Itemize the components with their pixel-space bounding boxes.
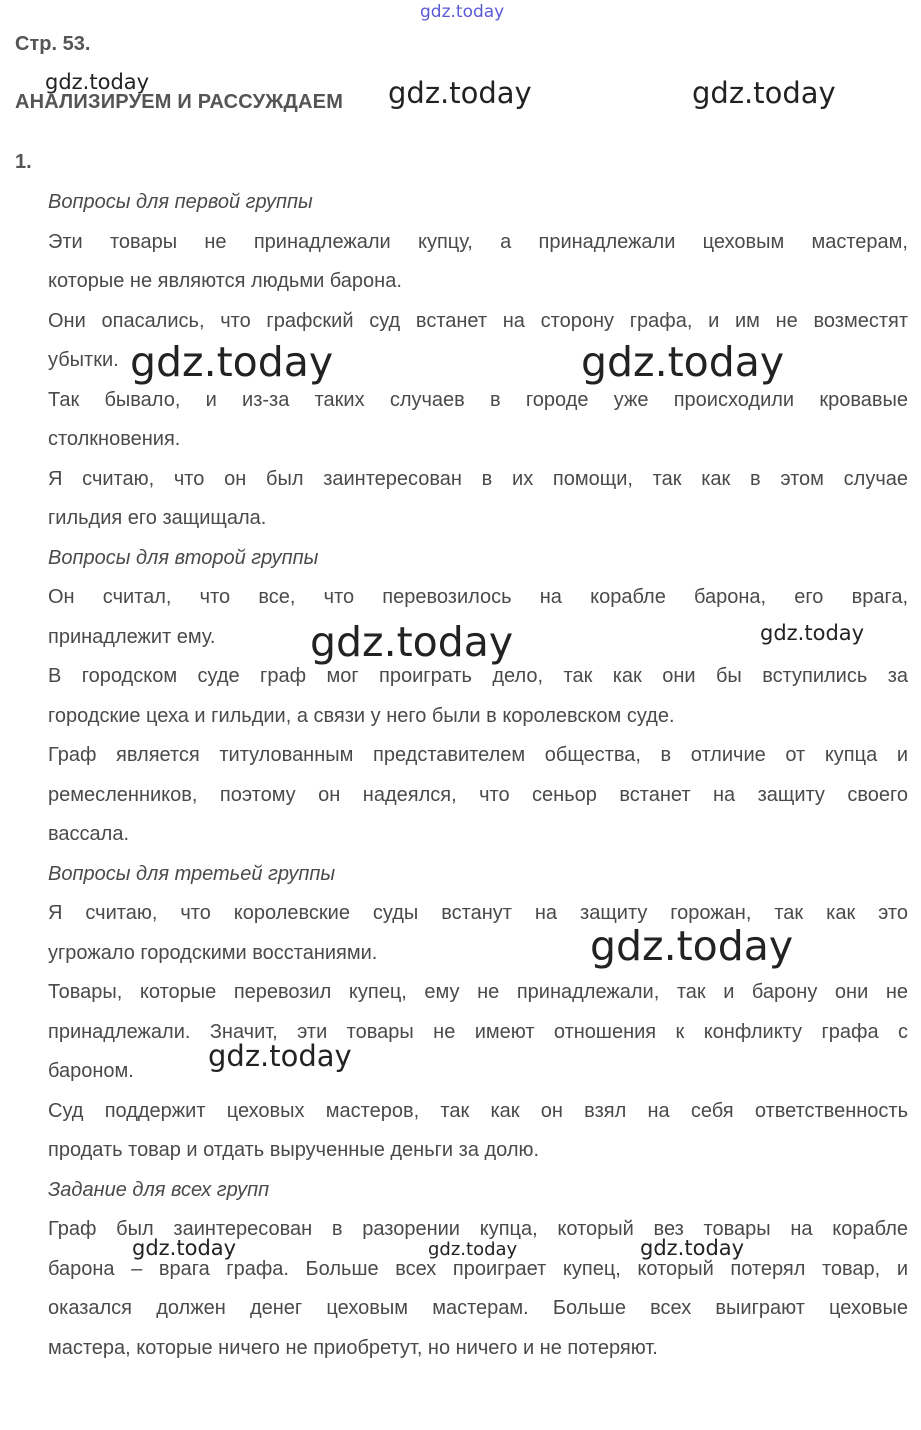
text-line: бароном. [48, 1060, 134, 1082]
watermark: gdz.today [45, 70, 150, 94]
watermark: gdz.today [310, 618, 514, 666]
text-line: принадлежит ему. [48, 625, 216, 648]
text-line: Я считаю, что королевские суды встанут на защиту горожан, так как это [48, 902, 908, 924]
watermark: gdz.today [692, 76, 836, 110]
text-line: продать товар и отдать вырученные деньги за долю. [48, 1139, 540, 1161]
watermark: gdz.today [590, 922, 794, 970]
text-line: Эти товары не принадлежали купцу, а принадлежали цеховым мастерам, [48, 230, 908, 253]
text-line: оказался должен денег цеховым мастерам. Больше всех выиграют цеховые [48, 1297, 908, 1319]
watermark: gdz.today [130, 338, 334, 386]
text-line: Они опасались, что графский суд встанет на сторону графа, и им не возместят [48, 309, 908, 332]
group-heading: Вопросы для третьей группы [48, 862, 336, 885]
text-line: вассала. [48, 823, 129, 845]
text-line: гильдия его защищала. [48, 507, 267, 529]
task-number: 1. [15, 151, 32, 173]
text-line: Суд поддержит цеховых мастеров, так как он взял на себя ответственность [48, 1099, 908, 1122]
watermark: gdz.today [760, 621, 865, 645]
watermark: gdz.today [132, 1236, 237, 1260]
text-line: мастера, которые ничего не приобретут, но ничего и не потеряют. [48, 1336, 658, 1359]
text-line: столкновения. [48, 428, 181, 450]
group-heading: Задание для всех групп [48, 1178, 270, 1201]
text-line: Так бывало, и из-за таких случаев в городе уже происходили кровавые [48, 388, 908, 411]
text-line: которые не являются людьми барона. [48, 270, 402, 292]
text-line: Товары, которые перевозил купец, ему не принадлежали, так и барону они не [48, 981, 908, 1003]
watermark: gdz.today [420, 2, 505, 22]
text-line: убытки. [48, 349, 119, 371]
text-line: барона – врага графа. Больше всех проиграет купец, который потерял товар, и [48, 1257, 908, 1280]
group-heading: Вопросы для второй группы [48, 546, 319, 569]
text-line: угрожало городскими восстаниями. [48, 941, 378, 964]
text-line: Граф был заинтересован в разорении купца, который вез товары на корабле [48, 1218, 908, 1240]
text-line: ремесленников, поэтому он надеялся, что сеньор встанет на защиту своего [48, 783, 908, 806]
text-line: городские цеха и гильдии, а связи у него были в королевском суде. [48, 704, 675, 727]
watermark: gdz.today [640, 1236, 745, 1260]
group-heading: Вопросы для первой группы [48, 191, 313, 213]
text-line: В городском суде граф мог проиграть дело, так как они бы вступились за [48, 665, 908, 687]
watermark: gdz.today [388, 76, 532, 110]
text-line: Я считаю, что он был заинтересован в их помощи, так как в этом случае [48, 467, 908, 490]
watermark: gdz.today [428, 1239, 518, 1260]
text-line: Граф является титулованным представителем общества, в отличие от купца и [48, 744, 908, 766]
text-line: Он считал, что все, что перевозилось на корабле барона, его врага, [48, 586, 908, 608]
watermark: gdz.today [581, 338, 785, 386]
text-line: принадлежали. Значит, эти товары не имеют отношения к конфликту графа с [48, 1020, 908, 1043]
section-heading: АНАЛИЗИРУЕМ И РАССУЖДАЕМ [15, 91, 344, 113]
watermark: gdz.today [208, 1039, 352, 1073]
page-ref: Стр. 53. [15, 33, 91, 55]
